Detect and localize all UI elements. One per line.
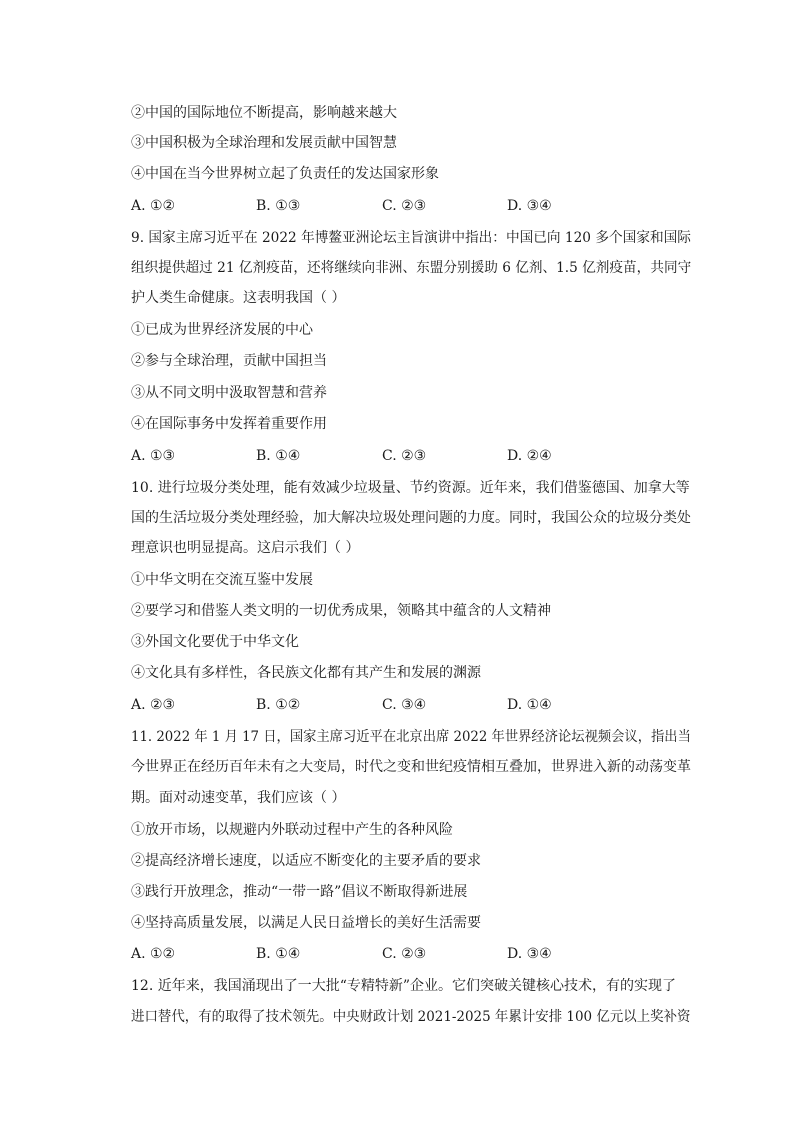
q11-option-a: A. ①② [131, 946, 176, 962]
q10-option-c: C. ③④ [382, 697, 427, 713]
q12-stem-line-1: 12. 近年来，我国涌现出了一大批“专精特新”企业。它们突破关键核心技术，有的实现了 [131, 978, 677, 994]
q10-options [131, 695, 691, 715]
q11-stem-line-1: 11. 2022 年 1 月 17 日，国家主席习近平在北京出席 2022 年世界经济论坛视频会议，指出当 [131, 729, 691, 745]
q10-stem-line-2: 国的生活垃圾分类处理经验，加大解决垃圾处理问题的力度。同时，我国公众的垃圾分类处 [131, 510, 691, 526]
q11-option-c: C. ②③ [382, 946, 427, 962]
q8-option-d: D. ③④ [507, 198, 552, 214]
q8-statement-3: ③中国积极为全球治理和发展贡献中国智慧 [131, 135, 397, 151]
q12-stem-line-2: 进口替代，有的取得了技术领先。中央财政计划 2021-2025 年累计安排 100 亿元以上奖补资 [131, 1009, 691, 1025]
q10-option-b: B. ①② [256, 697, 301, 713]
q11-statement-3: ③践行开放理念，推动“一带一路”倡议不断取得新进展 [131, 884, 468, 900]
q11-statement-4: ④坚持高质量发展，以满足人民日益增长的美好生活需要 [131, 915, 481, 931]
q9-option-c: C. ②③ [382, 448, 427, 464]
q9-stem-line-1: 9. 国家主席习近平在 2022 年博鳌亚洲论坛主旨演讲中指出：中国已向 120 多个国家和国际 [131, 230, 691, 246]
q10-statement-1: ①中华文明在交流互鉴中发展 [131, 572, 313, 588]
q8-option-c: C. ②③ [382, 198, 427, 214]
q8-option-a: A. ①② [131, 198, 176, 214]
q10-statement-3: ③外国文化要优于中华文化 [131, 634, 299, 650]
q11-statement-2: ②提高经济增长速度，以适应不断变化的主要矛盾的要求 [131, 853, 481, 869]
q8-options [131, 196, 691, 216]
q10-option-d: D. ①④ [507, 697, 552, 713]
q10-statement-2: ②要学习和借鉴人类文明的一切优秀成果，领略其中蕴含的人文精神 [131, 603, 551, 619]
q9-options [131, 446, 691, 466]
q10-stem-line-1: 10. 进行垃圾分类处理，能有效减少垃圾量、节约资源。近年来，我们借鉴德国、加拿大等 [131, 480, 690, 496]
q10-statement-4: ④文化具有多样性，各民族文化都有其产生和发展的渊源 [131, 665, 481, 681]
q8-statement-2: ②中国的国际地位不断提高，影响越来越大 [131, 105, 397, 121]
q9-stem-line-2: 组织提供超过 21 亿剂疫苗，还将继续向非洲、东盟分别援助 6 亿剂、1.5 亿剂疫苗，共同守 [131, 260, 692, 276]
q11-stem-line-2: 今世界正在经历百年未有之大变局，时代之变和世纪疫情相互叠加，世界进入新的动荡变革 [131, 759, 691, 775]
q8-option-b: B. ①③ [256, 198, 301, 214]
q10-option-a: A. ②③ [131, 697, 176, 713]
q9-statement-4: ④在国际事务中发挥着重要作用 [131, 416, 327, 432]
q11-options [131, 944, 691, 964]
q9-stem-line-3: 护人类生命健康。这表明我国（ ） [131, 290, 346, 306]
q9-statement-1: ①已成为世界经济发展的中心 [131, 322, 313, 338]
q9-statement-3: ③从不同文明中汲取智慧和营养 [131, 385, 327, 401]
q10-stem-line-3: 理意识也明显提高。这启示我们（ ） [131, 540, 360, 556]
q9-statement-2: ②参与全球治理，贡献中国担当 [131, 353, 327, 369]
q11-option-b: B. ①④ [256, 946, 301, 962]
q9-option-a: A. ①③ [131, 448, 176, 464]
q9-option-b: B. ①④ [256, 448, 301, 464]
q8-statement-4: ④中国在当今世界树立起了负责任的发达国家形象 [131, 166, 439, 182]
q9-option-d: D. ②④ [507, 448, 552, 464]
q11-option-d: D. ③④ [507, 946, 552, 962]
q11-statement-1: ①放开市场，以规避内外联动过程中产生的各种风险 [131, 822, 453, 838]
q11-stem-line-3: 期。面对动速变革，我们应该（ ） [131, 790, 346, 806]
